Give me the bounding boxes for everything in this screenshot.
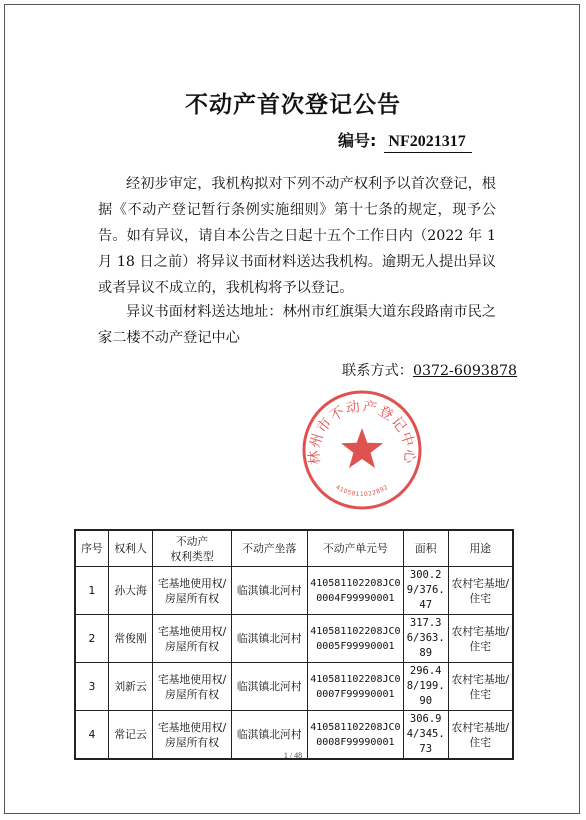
notice-paragraph-text: 经初步审定，我机构拟对下列不动产权利予以首次登记，根据《不动产登记暂行条例实施细则》第十七条的规定，现予公告。如有异议，请自本公告之日起十五个工作日内（2022 年 1 月 18 日之前）将异议书面材料送达我机构。逾期无人提出异议或者异议不成立的，我机构将予以登记。 xyxy=(98,176,496,296)
location-cell: 临淇镇北河村 xyxy=(231,615,307,663)
table-row xyxy=(75,567,513,615)
use-cell: 农村宅基地/住宅 xyxy=(448,615,513,663)
document-number-value: NF2021317 xyxy=(384,133,471,153)
column-header: 用途 xyxy=(448,530,513,567)
use-cell: 农村宅基地/住宅 xyxy=(448,663,513,711)
column-header: 面积 xyxy=(403,530,448,567)
area-cell: 306.94/345.73 xyxy=(403,711,448,760)
row-number: 2 xyxy=(75,615,108,663)
owner-cell: 孙大海 xyxy=(108,567,153,615)
table-header-row xyxy=(75,530,513,567)
owner-cell: 常记云 xyxy=(108,711,153,760)
unit-number-cell: 410581102208JC00007F99990001 xyxy=(307,663,403,711)
address-paragraph xyxy=(98,299,496,351)
area-cell: 317.36/363.89 xyxy=(403,615,448,663)
table-row xyxy=(75,615,513,663)
column-header: 不动产 权利类型 xyxy=(153,530,231,567)
address-paragraph-text: 异议书面材料送达地址：林州市红旗渠大道东段路南市民之家二楼不动产登记中心 xyxy=(98,304,496,346)
right-type-cell: 宅基地使用权/房屋所有权 xyxy=(153,711,231,760)
owner-cell: 刘新云 xyxy=(108,663,153,711)
registration-table xyxy=(74,529,514,760)
table-row xyxy=(75,663,513,711)
right-type-cell: 宅基地使用权/房屋所有权 xyxy=(153,567,231,615)
column-header: 序号 xyxy=(75,530,108,567)
unit-number-cell: 410581102208JC00004F99990001 xyxy=(307,567,403,615)
area-cell: 300.29/376.47 xyxy=(403,567,448,615)
page-title: 不动产首次登记公告 xyxy=(185,92,401,118)
location-cell: 临淇镇北河村 xyxy=(231,711,307,760)
column-header: 不动产坐落 xyxy=(231,530,307,567)
right-type-cell: 宅基地使用权/房屋所有权 xyxy=(153,663,231,711)
area-cell: 296.48/199.90 xyxy=(403,663,448,711)
use-cell: 农村宅基地/住宅 xyxy=(448,711,513,760)
owner-cell: 常俊刚 xyxy=(108,615,153,663)
svg-text:4105811022892: 4105811022892 xyxy=(334,483,390,499)
notice-paragraph xyxy=(98,171,496,301)
contact-phone: 0372-6093878 xyxy=(412,363,518,379)
official-seal xyxy=(300,388,424,512)
right-type-cell: 宅基地使用权/房屋所有权 xyxy=(153,615,231,663)
contact-info xyxy=(342,360,517,380)
row-number: 3 xyxy=(75,663,108,711)
row-number: 4 xyxy=(75,711,108,760)
page-number: 1 / 48 xyxy=(283,751,303,760)
document-number-label: 编号: xyxy=(338,131,377,150)
use-cell: 农村宅基地/住宅 xyxy=(448,567,513,615)
location-cell: 临淇镇北河村 xyxy=(231,663,307,711)
row-number: 1 xyxy=(75,567,108,615)
column-header: 不动产单元号 xyxy=(307,530,403,567)
column-header: 权利人 xyxy=(108,530,153,567)
contact-label: 联系方式： xyxy=(342,363,413,379)
location-cell: 临淇镇北河村 xyxy=(231,567,307,615)
unit-number-cell: 410581102208JC00005F99990001 xyxy=(307,615,403,663)
document-number xyxy=(338,128,472,153)
unit-number-cell: 410581102208JC00008F99990001 xyxy=(307,711,403,760)
svg-text:林州市不动产登记中心: 林州市不动产登记中心 xyxy=(306,398,418,466)
